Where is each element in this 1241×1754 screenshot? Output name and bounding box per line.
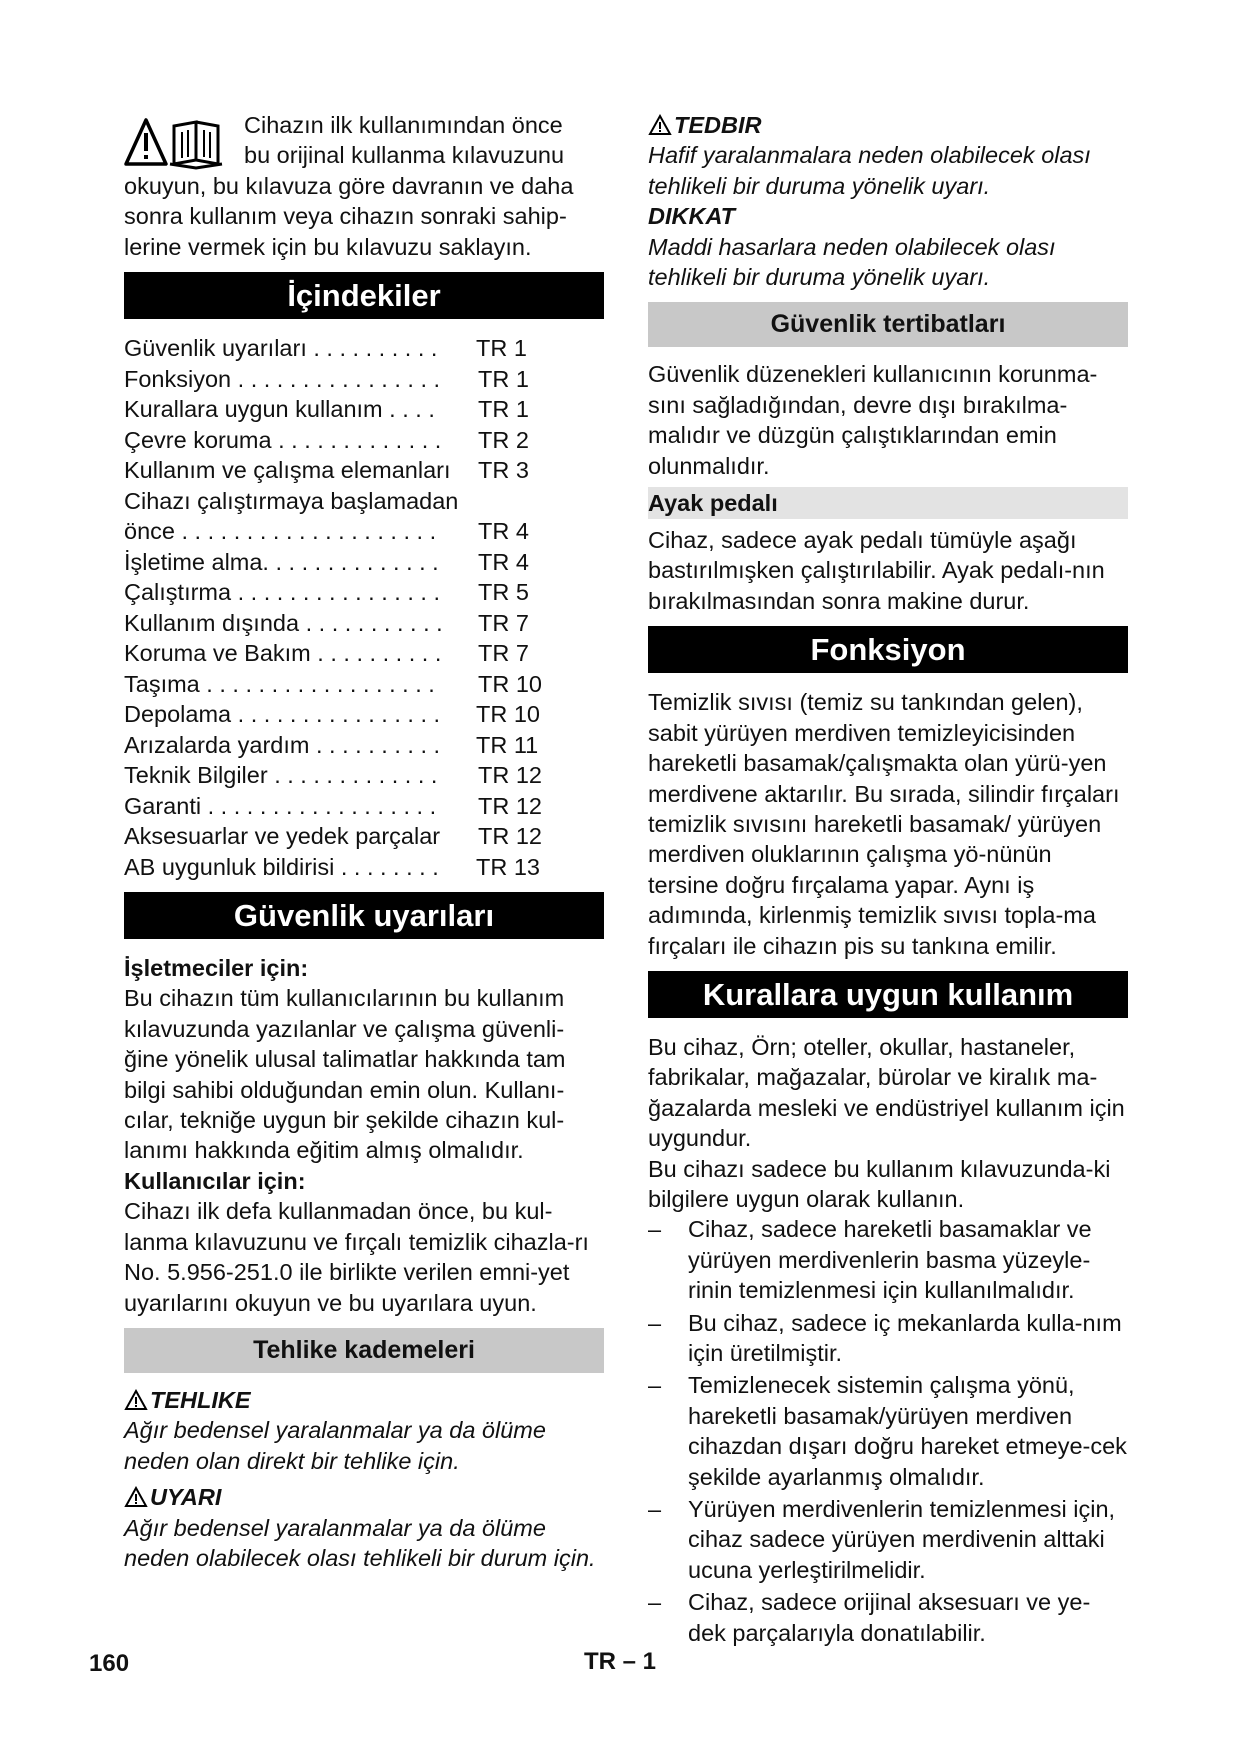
list-item	[648, 1370, 1128, 1492]
toc-item[interactable]	[124, 791, 604, 822]
warning-label: UYARI	[150, 1484, 222, 1511]
list-item-text: Cihaz, sadece hareketli basamaklar ve yürüyen merdivenlerin basma yüzeyle-rinin temizlenmesi için kullanılmalıdır.	[688, 1216, 1092, 1304]
toc-entry: Teknik Bilgiler . . . . . . . . . . . . .	[124, 762, 438, 789]
dash-marker: –	[648, 1216, 662, 1243]
toc-entry: Çevre koruma . . . . . . . . . . . . .	[124, 426, 442, 453]
list-item-text: Yürüyen merdivenlerin temizlenmesi için, cihaz sadece yürüyen merdivenin alttaki ucuna yerleştirilmelidir.	[688, 1496, 1116, 1583]
toc-item[interactable]	[124, 364, 604, 395]
intro-line-2: bu orijinal kullanma kılavuzunu	[244, 142, 565, 169]
warning-triangle-icon	[124, 1486, 148, 1508]
toc-page: TR 1	[478, 365, 529, 392]
warning-heading	[124, 1482, 604, 1512]
toc-page: TR 3	[478, 457, 529, 484]
toc-item[interactable]	[124, 425, 604, 456]
toc-entry: AB uygunluk bildirisi . . . . . . . .	[124, 853, 439, 880]
danger-label: TEHLIKE	[150, 1386, 251, 1413]
toc-entry: Kurallara uygun kullanım . . . .	[124, 396, 435, 423]
toc-entry: Fonksiyon . . . . . . . . . . . . . . . .	[124, 365, 441, 392]
operators-heading: İşletmeciler için:	[124, 955, 309, 982]
section-page-label: TR – 1	[584, 1648, 657, 1675]
toc-page: TR 1	[476, 335, 527, 362]
foot-pedal-heading: Ayak pedalı	[648, 487, 1128, 519]
page-number: 160	[89, 1650, 130, 1677]
toc-item[interactable]	[124, 821, 604, 852]
toc-entry: Taşıma . . . . . . . . . . . . . . . . . .	[124, 670, 435, 697]
safety-title: Güvenlik uyarıları	[124, 892, 604, 939]
intro-line-1: Cihazın ilk kullanımından önce	[244, 112, 563, 138]
intro-line-3: okuyun, bu kılavuza göre davranın ve daha	[124, 172, 574, 199]
dash-marker: –	[648, 1372, 662, 1399]
toc-item[interactable]	[124, 608, 604, 639]
toc-entry: Garanti . . . . . . . . . . . . . . . . . .	[124, 792, 437, 819]
toc-item[interactable]	[124, 699, 604, 730]
list-item	[648, 1587, 1128, 1648]
foot-pedal-text: Cihaz, sadece ayak pedalı tümüyle aşağı bastırılmışken çalıştırılabilir. Ayak pedalı-nın bırakılmasından sonra makine durur.	[648, 527, 1105, 614]
toc-entry: Cihazı çalıştırmaya başlamadan önce . . . . . . . . . . . . . . . . . . . .	[124, 487, 459, 544]
toc-item[interactable]	[124, 760, 604, 791]
caution-text: Hafif yaralanmalara neden olabilecek olası tehlikeli bir duruma yönelik uyarı.	[648, 142, 1091, 199]
toc-item[interactable]	[124, 394, 604, 425]
list-item	[648, 1308, 1128, 1369]
intended-use-text-2: Bu cihazı sadece bu kullanım kılavuzunda-ki bilgilere uygun olarak kullanın.	[648, 1155, 1111, 1212]
function-text: Temizlik sıvısı (temiz su tankından gelen), sabit yürüyen merdiven temizleyicisinden hareketli basamak/çalışmakta olan yürü-yen merdivene aktarılır. Bu sırada, silindir fırçaları temizlik sıvısını hareketli basamak/ yürüyen merdiven oluklarının çalışma yö-nünün tersine doğru fırçalama yapar. Aynı iş adımında, kirlenmiş temizlik sıvısı topla-ma fırçaları ile cihazın pis su tankına emilir.	[648, 689, 1120, 959]
warning-triangle-icon	[124, 1389, 148, 1411]
toc-page: TR 10	[476, 701, 540, 728]
left-column	[124, 110, 604, 1573]
dash-marker: –	[648, 1309, 662, 1336]
notice-label: DIKKAT	[648, 203, 736, 230]
caution-heading	[648, 110, 1128, 140]
list-item-text: Temizlenecek sistemin çalışma yönü, hareketli basamak/yürüyen merdiven cihazdan dışarı doğru hareket etmeye-cek şekilde ayarlanmış olmalıdır.	[688, 1372, 1127, 1490]
safety-devices-title: Güvenlik tertibatları	[648, 302, 1128, 347]
toc-item[interactable]	[124, 730, 604, 761]
toc-page: TR 12	[478, 823, 542, 850]
toc-item[interactable]	[124, 852, 604, 883]
toc-entry: İşletime alma. . . . . . . . . . . . . .	[124, 548, 439, 575]
toc-entry: Kullanım ve çalışma elemanları	[124, 457, 451, 484]
intended-use-list	[648, 1214, 1128, 1648]
intended-use-title: Kurallara uygun kullanım	[648, 971, 1128, 1018]
users-text: Cihazı ilk defa kullanmadan önce, bu kul-lanma kılavuzunu ve fırçalı temizlik cihazla-rı No. 5.956-251.0 ile birlikte verilen emni-yet uyarılarını okuyun ve bu uyarılara uyun.	[124, 1198, 589, 1316]
toc-page: TR 5	[478, 579, 529, 606]
caution-label: TEDBIR	[674, 112, 762, 138]
dash-marker: –	[648, 1589, 662, 1616]
right-column	[648, 110, 1128, 1650]
toc-page: TR 1	[478, 396, 529, 423]
toc-page: TR 13	[476, 853, 540, 880]
toc-page: TR 7	[478, 609, 529, 636]
toc-item[interactable]	[124, 547, 604, 578]
toc-page: TR 7	[478, 640, 529, 667]
toc-entry: Çalıştırma . . . . . . . . . . . . . . . .	[124, 579, 440, 606]
toc-item[interactable]	[124, 638, 604, 669]
list-item	[648, 1494, 1128, 1585]
warning-and-manual-icon	[124, 114, 232, 170]
toc-entry: Arızalarda yardım . . . . . . . . . .	[124, 731, 441, 758]
intended-use-text-1: Bu cihaz, Örn; oteller, okullar, hastaneler, fabrikalar, mağazalar, bürolar ve kiralık ma-ğazalarda mesleki ve endüstriyel kullanım için uygundur.	[648, 1033, 1125, 1152]
hazard-levels-title: Tehlike kademeleri	[124, 1328, 604, 1373]
toc-title: İçindekiler	[124, 272, 604, 319]
toc-page: TR 10	[478, 670, 542, 697]
users-heading: Kullanıcılar için:	[124, 1167, 306, 1194]
toc-entry: Aksesuarlar ve yedek parçalar	[124, 823, 441, 850]
toc-entry: Depolama . . . . . . . . . . . . . . . .	[124, 701, 441, 728]
toc-item[interactable]	[124, 333, 604, 364]
notice-text: Maddi hasarlara neden olabilecek olası tehlikeli bir duruma yönelik uyarı.	[648, 233, 1056, 291]
toc-page: TR 12	[478, 792, 542, 819]
list-item-text: Bu cihaz, sadece iç mekanlarda kulla-nım için üretilmiştir.	[688, 1309, 1122, 1366]
warning-triangle-icon	[648, 114, 672, 136]
toc-entry: Güvenlik uyarıları . . . . . . . . . .	[124, 335, 438, 362]
toc-page: TR 4	[478, 518, 529, 545]
toc-page: TR 4	[478, 548, 529, 575]
toc-item[interactable]	[124, 486, 604, 547]
toc-item[interactable]	[124, 577, 604, 608]
list-item-text: Cihaz, sadece orijinal aksesuarı ve ye-dek parçalarıyla donatılabilir.	[688, 1589, 1091, 1646]
toc-item[interactable]	[124, 455, 604, 486]
list-item	[648, 1214, 1128, 1305]
danger-text: Ağır bedensel yaralanmalar ya da ölüme neden olan direkt bir tehlike için.	[124, 1417, 546, 1474]
operators-text: Bu cihazın tüm kullanıcılarının bu kullanım kılavuzunda yazılanlar ve çalışma güvenli-ğine yönelik ulusal talimatlar hakkında tam bilgi sahibi olduğundan emin olun. Kullanı-cılar, tekniğe uygun bir şekilde cihazın kul-lanımı hakkında eğitim almış olmalıdır.	[124, 985, 566, 1164]
dash-marker: –	[648, 1496, 662, 1523]
toc-entry: Kullanım dışında . . . . . . . . . . .	[124, 609, 443, 636]
warning-text: Ağır bedensel yaralanmalar ya da ölüme neden olabilecek olası tehlikeli bir durum için.	[124, 1514, 596, 1571]
toc-page: TR 12	[478, 762, 542, 789]
danger-heading	[124, 1385, 604, 1415]
table-of-contents	[124, 333, 604, 882]
intro-notice	[124, 110, 604, 262]
toc-page: TR 11	[476, 731, 539, 758]
toc-item[interactable]	[124, 669, 604, 700]
safety-devices-text: Güvenlik düzenekleri kullanıcının korunma-sını sağladığından, devre dışı bırakılma-malıdır ve düzgün çalıştıklarından emin olunmalıdır.	[648, 361, 1098, 479]
intro-line-5: lerine vermek için bu kılavuzu saklayın.	[124, 233, 532, 260]
intro-line-4: sonra kullanım veya cihazın sonraki sahip-	[124, 203, 567, 230]
toc-entry: Koruma ve Bakım . . . . . . . . . .	[124, 640, 442, 667]
toc-page: TR 2	[478, 426, 529, 453]
function-title: Fonksiyon	[648, 626, 1128, 673]
